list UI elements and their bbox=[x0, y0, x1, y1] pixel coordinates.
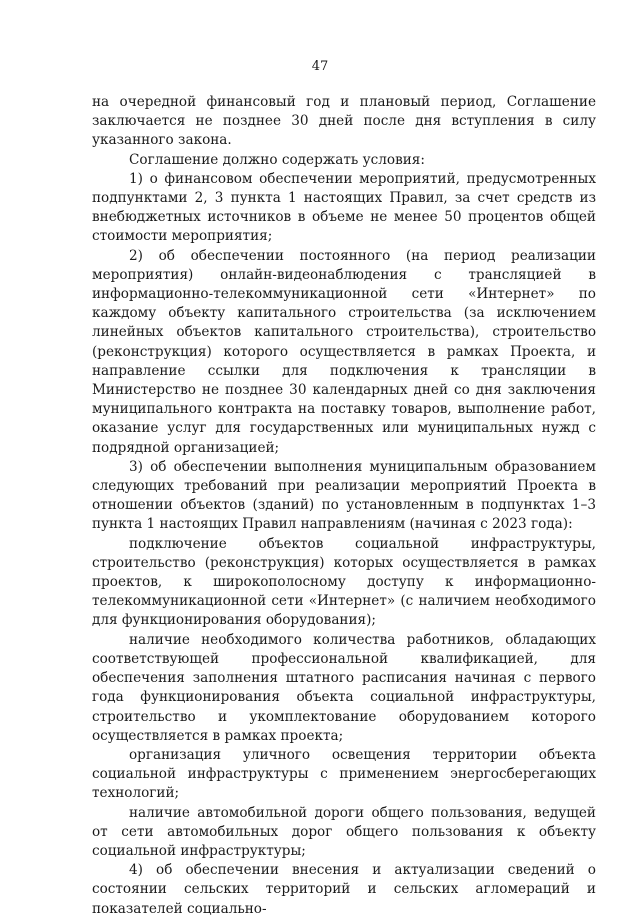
paragraph-condition-4: 4) об обеспечении внесения и актуализации сведений о состоянии сельских территорий и сельских агломераций и показателей социально- bbox=[92, 862, 596, 917]
paragraph-requirement-staff: наличие необходимого количества работников, обладающих соответствующей профессиональной квалификацией, для обеспечения заполнения штатного расписания начиная с первого года функционирования объекта социальной инфраструктуры, строительство и укомплектование оборудованием которого осуществляется в рамках проекта; bbox=[92, 631, 596, 744]
paragraph-condition-3: 3) об обеспечении выполнения муниципальным образованием следующих требований при реализации мероприятий Проекта в отношении объектов (зданий) по установленным в подпунктах 1–3 пункта 1 настоящих Правил направлениям (начиная с 2023 года): bbox=[92, 458, 596, 533]
paragraph-continuation: на очередной финансовый год и плановый период, Соглашение заключается не позднее 30 дней после дня вступления в силу указанного закона. bbox=[92, 94, 596, 149]
paragraph-requirement-lighting: организация уличного освещения территории объекта социальной инфраструктуры с применением энергосберегающих технологий; bbox=[92, 746, 596, 802]
page-number: 47 bbox=[311, 59, 329, 74]
document-body bbox=[92, 93, 596, 919]
paragraph-condition-1: 1) о финансовом обеспечении мероприятий, предусмотренных подпунктами 2, 3 пункта 1 настоящих Правил, за счет средств из внебюджетных источников в объеме не менее 50 процентов общей стоимости мероприятия; bbox=[92, 170, 596, 245]
paragraph-requirement-road: наличие автомобильной дороги общего пользования, ведущей от сети автомобильных дорог общего пользования к объекту социальной инфраструктуры; bbox=[92, 804, 596, 859]
paragraph-condition-2: 2) об обеспечении постоянного (на период реализации мероприятия) онлайн-видеонаблюдения с трансляцией в информационно-телекоммуникационной сети «Интернет» по каждому объекту капитального строительства (за исключением линейных объектов капитального строительства), строительство (реконструкция) которого осуществляется в рамках Проекта, и направление ссылки для подключения к трансляции в Министерство не позднее 30 календарных дней со дня заключения муниципального контракта на поставку товаров, выполнение работ, оказание услуг для государственных или муниципальных нужд с подрядной организацией; bbox=[92, 247, 596, 456]
paragraph-conditions-intro: Соглашение должно содержать условия: bbox=[129, 151, 425, 168]
paragraph-requirement-internet: подключение объектов социальной инфраструктуры, строительство (реконструкция) которых осуществляется в рамках проектов, к широкополосному доступу к информационно-телекоммуникационной сети «Интернет» (с наличием необходимого для функционирования оборудования); bbox=[92, 535, 596, 629]
